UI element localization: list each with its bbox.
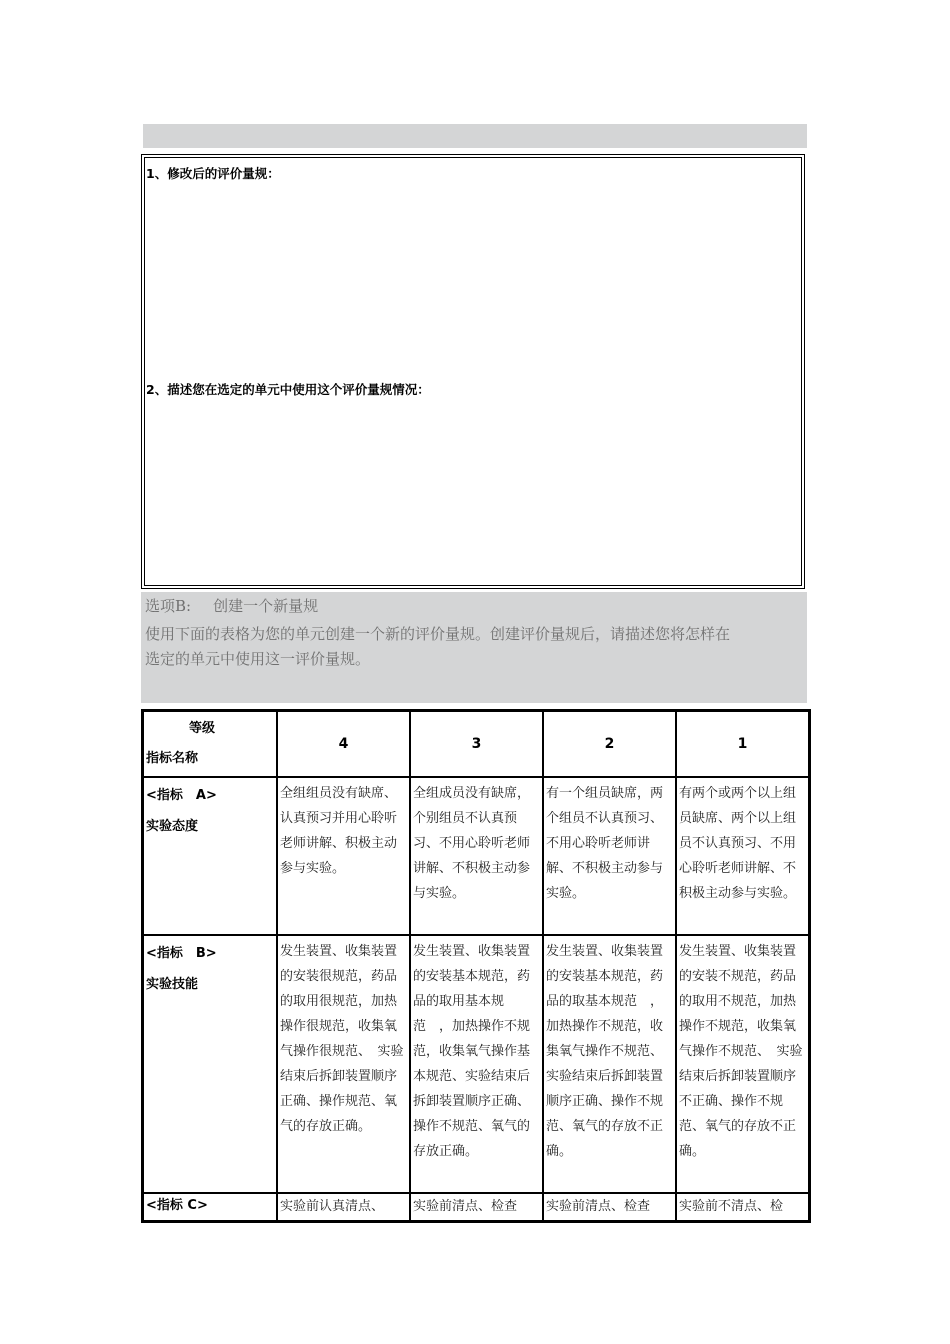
revised-rubric-box (141, 154, 805, 589)
revised-rubric-question: 1、修改后的评价量规： (146, 166, 280, 181)
level-header: 1 (676, 711, 809, 777)
table-row (143, 777, 809, 935)
criterion-cell: 实验前不清点、检 (676, 1193, 809, 1221)
criterion-cell: 全组成员没有缺席，个别组员不认真预习、不用心聆听老师讲解、不积极主动参与实验。 (410, 777, 543, 935)
criterion-cell: 发生装置、收集装置的安装基本规范，药品的取基本规范 ，加热操作不规范，收集氧气操作不规范、 实验结束后拆卸装置顺序正确、操作不规范、氧气的存放不正确。 (543, 935, 676, 1193)
indicator-cell (143, 935, 277, 1193)
rubric-table (141, 709, 811, 1223)
rubric-header-row (143, 711, 809, 777)
option-b-heading (145, 596, 803, 616)
indicator-cell (143, 777, 277, 935)
option-b-desc-line2: 选定的单元中使用这一评价量规。 (145, 650, 371, 668)
criterion-cell: 发生装置、收集装置的安装不规范，药品的取用不规范，加热操作不规范，收集氧气操作不规范、 实验结束后拆卸装置顺序不正确、操作不规范、氧气的存放不正确。 (676, 935, 809, 1193)
criterion-cell: 实验前认真清点、 (277, 1193, 410, 1221)
level-header: 3 (410, 711, 543, 777)
indicator-cell (143, 1193, 277, 1221)
option-b-title: 创建一个新量规 (213, 597, 319, 615)
indicator-tag: <指标 B> (146, 946, 217, 961)
criterion-cell: 实验前清点、检查 (410, 1193, 543, 1221)
grade-label: 等级 (188, 721, 215, 736)
usage-description-question: 2、描述您在选定的单元中使用这个评价量规情况： (146, 382, 430, 397)
indicator-name: 实验技能 (146, 977, 199, 992)
level-header: 4 (277, 711, 410, 777)
indicator-name: 实验态度 (146, 819, 199, 834)
option-b-desc-line1: 使用下面的表格为您的单元创建一个新的评价量规。创建评价量规后，请描述您将怎样在 (145, 625, 731, 643)
criterion-cell: 全组组员没有缺席、认真预习并用心聆听老师讲解、积极主动参与实验。 (277, 777, 410, 935)
criterion-cell: 发生装置、收集装置的安装很规范，药品的取用很规范，加热操作很规范，收集氧气操作很规范、 实验结束后拆卸装置顺序正确、操作规范、氧气的存放正确。 (277, 935, 410, 1193)
criterion-cell: 发生装置、收集装置的安装基本规范，药品的取用基本规范 ，加热操作不规范，收集氧气操作基本规范、实验结束后拆卸装置顺序正确、操作不规范、氧气的存放正确。 (410, 935, 543, 1193)
level-header: 2 (543, 711, 676, 777)
option-b-label: 选项B: (145, 597, 192, 615)
table-row (143, 1193, 809, 1221)
section-header-bar (143, 124, 807, 148)
indicator-tag: <指标 A> (146, 788, 217, 803)
criterion-cell: 有两个或两个以上组员缺席、两个以上组员不认真预习、不用心聆听老师讲解、不积极主动参与实验。 (676, 777, 809, 935)
indicator-name-label: 指标名称 (146, 751, 199, 766)
table-row (143, 935, 809, 1193)
criterion-cell: 有一个组员缺席，两个组员不认真预习、不用心聆听老师讲解、不积极主动参与实验。 (543, 777, 676, 935)
option-b-panel (141, 592, 807, 703)
rubric-corner-cell (143, 711, 277, 777)
option-b-description (145, 622, 803, 672)
criterion-cell: 实验前清点、检查 (543, 1193, 676, 1221)
indicator-tag: <指标 C> (146, 1198, 208, 1213)
